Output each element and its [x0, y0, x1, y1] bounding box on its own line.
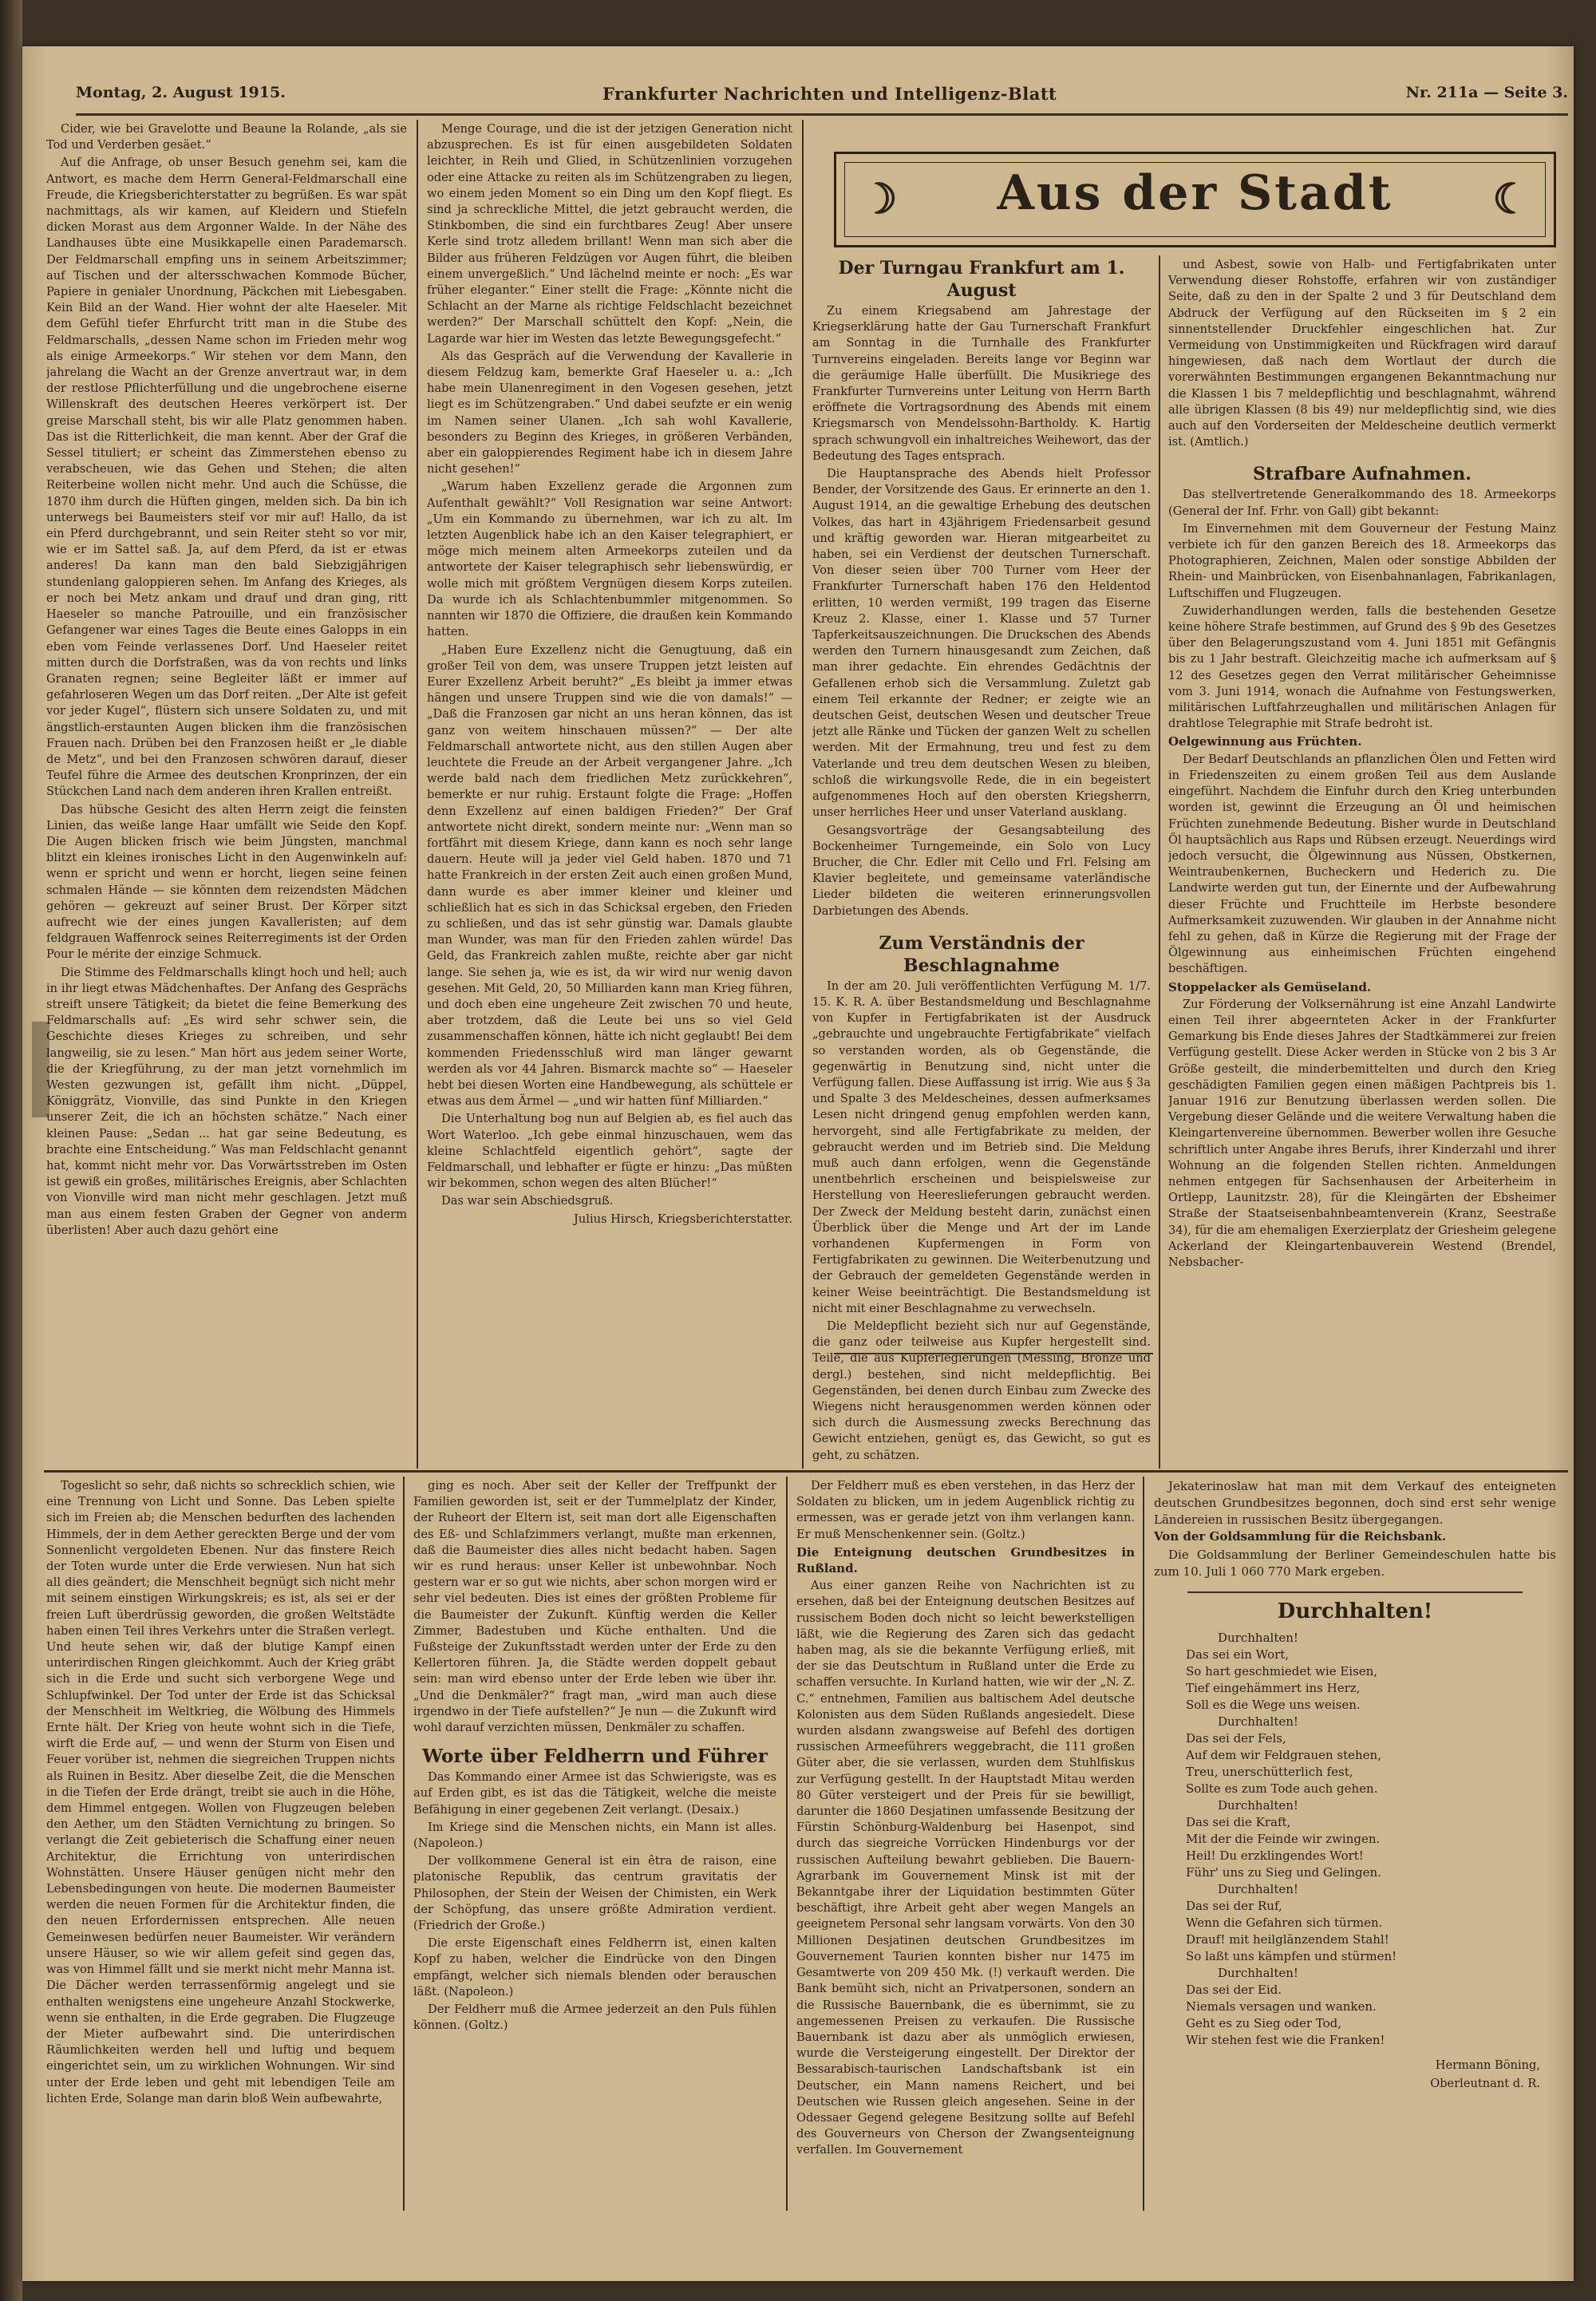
article-enteignung [796, 1478, 1135, 2208]
poem-line: So hart geschmiedet wie Eisen, [1186, 1664, 1378, 1678]
banner-ornament-right-icon: ☾ [1492, 175, 1530, 223]
poem-stanza [1154, 1965, 1556, 2049]
headline-turngau: Der Turngau Frankfurt am 1. August [838, 258, 1125, 301]
masthead [76, 84, 1568, 116]
masthead-date: Montag, 2. August 1915. [76, 84, 286, 101]
banner-title: Aus der Stadt [997, 165, 1393, 221]
poem-line: Das sei der Eid. [1186, 1983, 1282, 1997]
masthead-rule [76, 113, 1568, 116]
poem-line: Das sei ein Wort, [1186, 1647, 1290, 1662]
paragraph: Die Hauptansprache des Abends hielt Professor Bender, der Vorsitzende des Gaus. Er erinnerte an den 1. August 1914, an die gewaltige Erhebung des deutschen Volkes, das hart in 43jährigem Friedensarbeit gesund und kräftig geworden war. Hieran mitgearbeitet zu haben, sei ein Verdienst der deutschen Turnerschaft. Von dieser seien über 700 Turner vom Heer der Frankfurter Turnerschaft haben 176 den Heldentod erlitten, 10 werden vermißt, 199 tragen das Eiserne Kreuz 2. Klasse, einer 1. Klasse und 57 Turner Tapferkeitsauszeichnungen. Die Druckschen des Abends werden den Turnern hinausgesandt zum Zeichen, daß man ihrer gedachte. Ein ehrendes Gedächtnis der Gefallenen erhob sich die Versammlung. Zuletzt gab einem Teil erkannte der Redner; er zeigte wie an deutschen Geist, deutschen Wesen und deutscher Treue jetzt alle Ränke und Tücken der ganzen Welt zu schellen werden. Mit der Ermahnung, treu und fest zu dem Vaterlande und treu dem deutschen Wesen zu bleiben, schloß die wirkungsvolle Rede, die in ein begeistert aufgenommenes Hoch auf den obersten Kriegsherrn, unser herrliches Heer und unser Vaterland ausklang. [812, 467, 1151, 820]
article-signature: Julius Hirsch, Kriegsberichterstatter. [574, 1212, 792, 1226]
paragraph: „Haben Eure Exzellenz nicht die Genugtuung, daß ein großer Teil von dem, was unsere Truppen jetzt leisten auf Eurer Exzellenz Arbeit beruht?“ „Es bleibt ja immer etwas hängen und unsere Truppen sind wie die von damals!“ — „Daß die Franzosen gar nicht an uns heran können, das ist ganz von weitem hinschauen müssen?“ — Der alte Feldmarschall antwortete nicht, aus den stillen Augen aber leuchtete die Freude an der Arbeit vergangener Jahre. „Ich werde bald nach dem friedlichen Metz zurückkehren“, bemerkte er nur ruhig. Erstaunt folgte die Frage: „Hoffen denn Exzellenz auf einen baldigen Frieden?“ Der Graf antwortete nicht direkt, sondern meinte nur: „Wenn man so fortfährt mit diesem Kriege, dann kann es noch sehr lange dauern. Heute will ja jeder viel Geld haben. 1870 und 71 hatte Frankreich in der ersten Zeit auch einen großen Mund, dann wurde es aber immer kleiner und kleiner und schließlich hat es sich in das Schicksal ergeben, den Frieden zu schließen, und das ist sehr günstig war. Damals glaubte man Wunder, was man für den Frieden zahlen würde! Das Geld, das Frankreich zahlen mußte, reichte aber gar nicht lange. Sie sehen ja, wie es ist, da wir wird nur wenig davon gesehen. Mit Geld, 20, 50 Milliarden kann man Krieg führen, und doch eben eine ungeheure Zeit zwischen 70 und heute, aber trotzdem, daß die Leute bei uns so viel Geld zusammenschaffen können, hätte ich nicht geglaubt! Bei dem kommenden Friedensschluß wird man länger gewarnt werden als vor 44 Jahren. Bismarck machte so“ — Haeseler hebt bei diesen Worten eine Handbewegung, als schüttele er etwas aus dem Ärmel — „und wir hatten fünf Milliarden.“ [427, 642, 792, 1109]
paragraph: Die Stimme des Feldmarschalls klingt hoch und hell; auch in ihr liegt etwas Mädchenhaftes. Der Anfang des Gesprächs streift unsere Tätigkeit; da bietet die feine Bemerkung des Feldmarschalls auf: „Es wird sehr schwer sein, die Geschichte dieses Krieges zu schreiben, und sehr langweilig, sie zu lesen.“ Man hört aus jedem seiner Worte, die der Kriegführung, zu der man jetzt vornehmlich im Westen gezwungen ist, gefällt ihm nicht. „Düppel, Königgrätz, Vionville, das sind Punkte in den Kriegen unserer Zeit, die ich an höchsten schätze.“ Nach einer kleinen Pause: „Sedan ... hat gar seine Bedeutung, es brachte eine Entscheidung.“ Was man Feldschlacht genannt hat, kommt nicht mehr vor. Das Vorwärtsstreben im Osten ist gewiß ein großes, militärisches Ereignis, aber Schlachten von Vionville wird man nicht mehr geschlagen. Jetzt muß man aus einem festen Graben der Gegner von anderm überlisten! Aber auch dazu gehört eine [46, 965, 407, 1237]
column-divider [417, 120, 418, 1469]
paragraph: Die Unterhaltung bog nun auf Belgien ab, es fiel auch das Wort Waterloo. „Ich gebe einmal hinzuschauen, wem das kleine Schlachtfeld eigentlich gehört“, sagte der Feldmarschall, und lebhafter er fügte er hinzu: „Das müßten wir bekommen, schon wegen des alten Blücher!“ [427, 1112, 792, 1191]
paragraph: Der vollkommene General ist ein êtra de raison, eine platonische Republik, das centrum gravitatis der Philosophen, der Stein der Weisen der Chimisten, ein Werk der Schöpfung, das unsere größte Admiration verdient. (Friedrich der Große.) [413, 1854, 776, 1933]
poem-line: Niemals versagen und wanken. [1186, 1999, 1377, 2014]
article-feldherrn [413, 1478, 776, 2208]
section-rule [44, 1470, 1568, 1473]
paragraph: Auf die Anfrage, ob unser Besuch genehm sei, kam die Antwort, es mache dem Herrn General-Feldmarschall eine Freude, die Kriegsberichterstatter zu begrüßen. Es war spät nachmittags, als wir kamen, auf Kleidern und Stiefeln dicken Morast aus dem Argonner Walde. In der Nähe des Landhauses übte eine Musikkapelle einen Parademarsch. Der Feldmarschall empfing uns in seinem Arbeitszimmer; auf Tischen und der altersschwachen Kommode Bücher, Papiere in genialer Unordnung, Päckchen mit Liebesgaben. Kein Bild an der Wand. Hier wohnt der alte Haeseler. Mit dem Gefühl tiefer Ehrfurcht tritt man in die Stube des Feldmarschalls, „dessen Name schon im Frieden mehr wog als einige Armeekorps.“ Wir stehen vor dem Mann, den jahrelang die Wacht an der Grenze anvertraut war, in dem der restlose Pflichterfüllung und die ungebrochene eiserne Willenskraft des deutschen Heeres verkörpert ist. Der greise Marschall steht, bis wir alle Platz genommen haben. Das ist die Ritterlichkeit, die man kennt. Aber der Graf die Sessel tituliert; er scheint das Zimmerstehen ebenso zu verabscheuen, wie das Gehen und Stehen; die alten Reiterbeine wollen nicht mehr. Und auch die Schüsse, die 1870 ihm durch die Hüften gingen, melden sich. Da bin ich unterwegs bei Baumeisters steif vor mir auf! Hallo, da ist ein Pferd durchgebrannt, und sein Reiter steht so vor mir, wie er im Sattel saß. Ja, auf dem Pferd, da ist er etwas anderes! Da kann man den bald Siebzigjährigen stundenlang galoppieren sehen. Im Anfang des Krieges, als er noch bei Metz ankam und drauf und dran ging, ritt Haeseler so manche Patrouille, und ein französischer Gefangener war eines Tages die Beute eines Galopps in ein eben vom Feinde verlassenes Dorf. Und Haeseler reitet mitten durch die Dorfstraßen, was da von rechts und links Granaten regnen; seine Begleiter läßt er immer auf gefahrloseren Wegen um das Dorf reiten. „Der Alte ist gefeit vor jeder Kugel“, flüstern sich unsere Soldaten zu, und mit ängstlich-erstaunten Augen blicken ihm die französischen Frauen nach. Drüben bei den Franzosen heißt er „le diable de Metz“, und bei den Franzosen schwören darauf, dieser Teufel führe die Armee des deutschen Kronprinzen, der ein Stückchen Land nach dem anderen ihren Krallen entreißt. [46, 156, 407, 799]
masthead-paper-name: Frankfurter Nachrichten und Intelligenz-Blatt [602, 84, 1057, 104]
poem-line: Sollte es zum Tode auch gehen. [1186, 1781, 1378, 1796]
poem-stanza [1154, 1797, 1556, 1881]
column-divider [802, 120, 804, 1469]
poem-author-rank: Oberleutnant d. R. [1430, 2077, 1540, 2090]
paragraph: Togeslicht so sehr, daß nichts so schrecklich schien, wie eine Trennung von Licht und Sonne. Das Leben spielte sich im Freien ab; die Menschen bedurften des lachenden Himmels, der in dem Aether gereckten Berge und der vom Sonnenlicht vergoldeten Ebenen. Nur das finstere Reich der Toten wurde unter die Erde verwiesen. Nun hat sich all dies geändert; die Menschheit begnügt sich nicht mehr mit seinem einstigen Wirkungskreis; es ist, als sei er der freien Luft überdrüssig geworden, die großen Weltstädte haben einen Teil ihres Verkehrs unter die Straßen verlegt. Und heute sehen wir, daß der blutige Kampf einen unterirdischen Ringen gleichkommt. Auch der Krieg gräbt sich in die Erde und sucht sich verborgene Wege und Schlupfwinkel. Der Tod unter der Erde ist das Schicksal der Menschheit im Weltkrieg, die Wölbung des Himmels Ernte hält. Der Krieg von heute wohnt sich in die Tiefe, wirft die Erde auf, — und wenn der Sturm von Eisen und Feuer vorüber ist, nehmen die siegreichen Truppen nichts als Ruinen in Besitz. Aber dieselbe Zeit, die die Menschen in die Tiefen der Erde drängt, treibt sie auch in die Höhe, dem Himmel entgegen. Wollen von Flugzeugen beleben den Aether, um den Städten Vernichtung zu bringen. So verlangt die Zeit gebieterisch die Schaffung einer neuen Architektur, die Errichtung von unterirdischen Wohnstätten. Unsere Häuser genügen nicht mehr den Lebensbedingungen von heute. Die modernen Baumeister werden die neuen Formen für die Architektur finden, die den neuen Erfordernissen entsprechen. Alle neuen Gemeinwesen bedürfen neuer Baumeister. Wir verändern unsere Häuser, so wie wir allem gefeit sind gegen das, was von Himmel fällt und sie merkt nicht mehr Manna ist. Die Dächer werden terrassenförmig angelegt und sie enthalten wenigstens eine ungeheure Anzahl Stockwerke, wenn sie enthalten, in die Erde gegraben. Die Flugzeuge der Mieter aufbewahrt sind. Die unterirdischen Räumlichkeiten werden hell und luftig und bequem eingerichtet sein, um zu wirklichen Wohnungen. Wir sind unter der Erde leben und geht mit lebendigen Teile am lichten Erde, Solange man darin bloß Wein aufbewahrte, [46, 1479, 395, 2105]
poem-line: Durchhalten! [1218, 1966, 1298, 1980]
subheading-goldsammlung: Von der Goldsammlung für die Reichsbank. [1154, 1529, 1447, 1544]
poem-line: Das sei der Fels, [1186, 1731, 1286, 1746]
poem-line: Das sei der Ruf, [1186, 1899, 1282, 1913]
paragraph: Das stellvertretende Generalkommando des 18. Armeekorps (General der Inf. Frhr. von Gall) gibt bekannt: [1168, 488, 1556, 518]
subheading-oelgewinnung: Oelgewinnung aus Früchten. [1168, 734, 1362, 749]
poem-line: So laßt uns kämpfen und stürmen! [1186, 1949, 1397, 1963]
poem-line: Durchhalten! [1218, 1798, 1298, 1813]
local-news-column-3 [812, 257, 1151, 1466]
poem-stanza [1154, 1714, 1556, 1797]
paragraph: Der Bedarf Deutschlands an pflanzlichen Ölen und Fetten wird in Friedenszeiten zu einem großen Teil aus dem Auslande eingeführt. Nachdem die Einfuhr durch den Krieg unterbunden worden ist, gewinnt die Erzeugung an Öl und heimischen Früchten zunehmende Bedeutung. Bisher wurde in Deutschland Öl hauptsächlich aus Raps und Rübsen erzeugt. Neuerdings wird jedoch versucht, die Ölgewinnung aus Nüssen, Obstkernen, Weintraubenkernen, Bucheckern und Hederich zu. Die Landwirte werden gut tun, der Einernte und der Aufbewahrung dieser Früchte und Fruchtteile im Herbste besondere Aufmerksamkeit zuzuwenden. Wir glauben in der Annahme nicht fehl zu gehen, daß in Kürze die Regierung mit der Frage der Ölgewinnung aus einheimischen Früchten eingehend beschäftigen. [1168, 752, 1556, 976]
poem-line: Wir stehen fest wie die Franken! [1186, 2033, 1385, 2047]
poem-line: Durchhalten! [1218, 1882, 1298, 1896]
paragraph: Im Kriege sind die Menschen nichts, ein Mann ist alles. (Napoleon.) [413, 1820, 776, 1851]
poem-line: Wenn die Gefahren sich türmen. [1186, 1916, 1383, 1930]
paragraph: Das war sein Abschiedsgruß. [441, 1194, 614, 1208]
poem-line: Geht es zu Sieg oder Tod, [1186, 2016, 1341, 2030]
paragraph: und Asbest, sowie von Halb- und Fertigfabrikaten unter Verwendung dieser Rohstoffe, erfahren wir von zuständiger Seite, daß zu den in der Spalte 2 und 3 für Deutschland dem Abdruck der Verfügung auf den Rückseiten im § 2 ein sinnentstellender Druckfehler eingeschlichen hat. Zur Vermeidung von Unstimmigkeiten und Rückfragen wird darauf hingewiesen, daß nach dem Wortlaut der durch die vorerwähnten Bestimmungen ergangenen Bekanntmachung nur die Klassen 1 bis 7 meldepflichtig und beschlagnahmt, während alle übrigen Klassen (8 bis 49) nur meldepflichtig sind, wie dies auch auf den Vorderseiten der Meldescheine deutlich vermerkt ist. (Amtlich.) [1168, 258, 1556, 449]
section-banner [834, 152, 1556, 247]
paragraph: Das Kommando einer Armee ist das Schwierigste, was es auf Erden gibt, es ist das die Tätigkeit, welche die meiste Befähigung in einer gegebenen Zeit verlangt. (Desaix.) [413, 1770, 776, 1817]
paragraph [812, 1465, 1151, 1466]
paragraph: Gesangsvorträge der Gesangsabteilung des Bockenheimer Turngemeinde, ein Solo von Lucy Brucher, die Chr. Edler mit Cello und Frl. Felsing am Klavier begleitete, und gemeinsame vaterländische Lieder bildeten die weiteren erinnerungsvollen Darbietungen des Abends. [812, 823, 1151, 918]
poem-stanza [1154, 1630, 1556, 1714]
paragraph: Menge Courage, und die ist der jetzigen Generation nicht abzusprechen. Es ist für einen ausgebildeten Soldaten leichter, in Reih und Glied, in Schützenlinien vorzugehen oder eine Attacke zu reiten als im Schützengraben zu liegen, wo einem jeden Moment so ein Ding um den Kopf fliegt. Es sind ja schreckliche Mittel, die jetzt gebraucht werden, die Stinkbomben, die sind ein furchtbares Zeug! Aber unsere Kerle sind trotz alledem brillant! Wenn man sich aber die Bilder aus früheren Feldzügen vor Augen führt, die bleiben einem unvergeßlich.“ Und lächelnd meinte er noch: „Es war früher eleganter.“ Einer stellt die Frage: „Könnte nicht die Schlacht an der Marne als richtige Feldschlacht bezeichnet werden?“ Der Marschall schüttelt den Kopf: „Nein, die Lagarde war hier im Westen das letzte Bewegungsgefecht.“ [427, 122, 792, 346]
paragraph: Aus einer ganzen Reihe von Nachrichten ist zu ersehen, daß bei der Enteignung deutschen Besitzes auf russischem Boden doch nicht so leicht bewerkstelligen läßt, wie die Regierung des Zaren sich das gedacht haben mag, als sie die bekannte Verfügung erließ, mit der sie das Deutschtum in Rußland unter die Erde zu schaffen versuchte. In Kurland hatten, wie wir der „N. Z. C.“ entnehmen, Familien aus baltischem Adel deutsche Kolonisten aus dem Süden Rußlands angesiedelt. Diese wurden alsdann zwangsweise auf Befehl des dortigen russischen Armeeführers weggebracht, die 111 großen Güter aber, die sie verlassen, wurden dem Stuhlfiskus zur Verfügung gestellt. In der Hauptstadt Mitau werden 80 Güter versteigert und der Preis für sie bewilligt, darunter die 1860 Desjatinen umfassende Besitzung der Fürstin Schönburg-Waldenburg bei Hasenpot, sind durch das siegreiche Vorrücken Hindenburgs vor der russischen Aufteilung bewahrt geblieben. Die Bauern-Agrarbank im Gouvernement Minsk ist mit der Bekanntgabe ihrer der Liquidation bestimmten Güter beschäftigt, ihre Arbeit geht aber wegen Mangels an geeignetem Personal sehr langsam vorwärts. Von den 30 Millionen Desjatinen deutschen Grundbesitzes im Gouvernement Taurien konnten bisher nur 1475 im Gesamtwerte von 209 450 Mk. (!) verkauft werden. Die Bank bemüht sich, nicht an Privatpersonen, sondern an die Russische Bauernbank, die es übernimmt, sie zu angemessenen Preisen zu verkaufen. Die Russische Bauernbank ist dazu aber als unmöglich erwiesen, wurde die Versteigerung eingestellt. Der Direktor der Bessarabisch-taurischen Landschaftsbank ist ein Deutscher, ein Mann namens Reichert, und bei Deutschen wie Russen gleich angesehen. Seine in der Odessaer Gegend gelegene Besitzung sollte auf Befehl des Gouverneurs von Cherson der Zwangsenteignung verfallen. Im Gouvernement [796, 1579, 1135, 2157]
paragraph: ging es noch. Aber seit der Keller der Treffpunkt der Familien geworden ist, seit er der Tummelplatz der Kinder, der Ruheort der Eltern ist, seit man dort alle Eigenschaften des Eß- und Schlafzimmers verlangt, mußte man erkennen, daß die Baumeister dies alles nicht bedacht haben. Sagen wir es rund heraus: unser Keller ist unbewohnbar. Noch gestern war er so gut wie nichts, aber schon morgen wird er sehr viel bedeuten. Dies ist eines der größten Probleme für die Baumeister der Zukunft. Künftig werden die Keller Zimmer, Badestuben und Küche enthalten. Und die Fußsteige der Zukunftsstadt werden unter der Erde zu den Kellertoren führen. Ja, die Städte werden doppelt gebaut sein: man wird ebenso unter der Erde leben wie über ihr. „Und die Denkmäler?“ fragt man, „wird man auch diese irgendwo in der Tiefe aufstellen?“ Je nun — die Zukunft wird wohl darauf verzichten müssen, Denkmäler zu schaffen. [413, 1479, 776, 1735]
book-spine [0, 0, 22, 2301]
article-haeseler-part2 [427, 121, 792, 1466]
paragraph: Cider, wie bei Gravelotte und Beaune la Rolande, „als sie Tod und Verderben gesäet.“ [46, 122, 407, 152]
paragraph: Das hübsche Gesicht des alten Herrn zeigt die feinsten Linien, das weiße lange Haar umfällt wie Seide den Kopf. Die Augen blicken frisch wie beim Jüngsten, manchmal blitzt ein kleines ironisches Licht in den Augenwinkeln auf: wenn er spricht und wenn er horcht, liegen seine feinen schmalen Hände — sie könnten dem reizendsten Mädchen gehören — gekreuzt auf seiner Brust. Der Körper sitzt aufrecht wie der eines jungen Kavalleristen; auf dem feldgrauen Waffenrock seines Reiterregiments ist der Orden Pour le mérite der einzige Schmuck. [46, 802, 407, 962]
poem-line: Tief eingehämmert ins Herz, [1186, 1681, 1361, 1695]
paragraph: Zu einem Kriegsabend am Jahrestage der Kriegserklärung hatte der Gau Turnerschaft Frankfurt am Sonntag in die Turnhalle des Frankfurter Turnvereins eingeladen. Bereits lange vor Beginn war die geräumige Halle überfüllt. Die Musikriege des Frankfurter Turnvereins unter Leitung von Herrn Barth eröffnete die Vortragsordnung des Abends mit einem Kriegsmarsch von Mendelssohn-Bartholdy. K. Hartig sprach schwungvoll ein inhaltreiches Weihewort, das der Bedeutung des Tages entsprach. [812, 304, 1151, 463]
column-divider [403, 1477, 405, 2211]
poem-line: Treu, unerschütterlich fest, [1186, 1765, 1353, 1779]
poem-line: Heil! Du erzklingendes Wort! [1186, 1848, 1364, 1863]
column-durchhalten [1154, 1478, 1556, 2208]
paragraph: Der Feldherr muß die Armee jederzeit an den Puls fühlen können. (Goltz.) [413, 2003, 776, 2033]
subheading-enteignung: Die Enteignung deutschen Grundbesitzes in Rußland. [796, 1544, 1135, 1576]
paragraph: „Warum haben Exzellenz gerade die Argonnen zum Aufenthalt gewählt?“ Voll Resignation war seine Antwort: „Um ein Kommando zu übernehmen, war ich zu alt. Im letzten Augenblick habe ich an den Kaiser telegraphiert, er möge mich meinem alten Armeekorps zuteilen und da antwortete der Kaiser telegraphisch sehr liebenswürdig, er wolle mich mit größtem Vergnügen diesem Korps zuteilen. Da wurde ich als Schlachtenbummler mitgenommen. So nannten wir 1870 die Offiziere, die draußen kein Kommando hatten. [427, 480, 792, 639]
article-haeseler-part1 [46, 121, 407, 1466]
paragraph: Die Meldepflicht bezieht sich nur auf Gegenstände, die ganz oder teilweise aus Kupfer hergestellt sind. Teile, die aus Kupferlegierungen (Messing, Bronze und dergl.) bestehen, sind nicht meldepflichtig. Bei Gegenständen, bei denen durch Einbau zum Zwecke des Wiegens nicht herausgenommen werden können oder sich durch die Ausmessung zwecks Berechnung das Gewicht entziehen, genügt es, das Gewicht, so gut es geht, zu schätzen. [812, 1319, 1151, 1462]
headline-beschlagnahme: Zum Verständnis der Beschlagnahme [879, 932, 1084, 976]
paragraph: Im Einvernehmen mit dem Gouverneur der Festung Mainz verbiete ich für den ganzen Bereich des 18. Armeekorps das Photographieren, Zeichnen, Malen oder sonstige Abbilden der Rhein- und Mainbrücken, von Eisenbahnanlagen, Fabrikanlagen, Luftschiffen und Flugzeugen. [1168, 521, 1556, 600]
paragraph: Zuwiderhandlungen werden, falls die bestehenden Gesetze keine höhere Strafe bestimmen, auf Grund des § 9b des Gesetzes über den Belagerungszustand vom 4. Juni 1851 mit Gefängnis bis zu 1 Jahr bestraft. Gleichzeitig mache ich aufmerksam auf § 12 des Gesetzes gegen den Verrat militärischer Geheimnisse vom 3. Juni 1914, wonach die Aufnahme von Festungswerken, militärischen Luftfahrzeughallen und militärischen Anlagen für drahtlose Telegraphie mit Strafe bedroht ist. [1168, 603, 1556, 731]
poem-line: Durchhalten! [1218, 1714, 1298, 1729]
poem-line: Führ' uns zu Sieg und Gelingen. [1186, 1865, 1381, 1880]
poem-author: Hermann Böning, [1435, 2058, 1540, 2072]
poem-line: Durchhalten! [1218, 1631, 1298, 1645]
poem-stanza [1154, 1881, 1556, 1965]
article-underground-city [46, 1478, 395, 2208]
poem-line: Das sei die Kraft, [1186, 1815, 1291, 1829]
banner-ornament-left-icon: ☽ [860, 175, 898, 223]
subheading-stoppelacker: Stoppelacker als Gemüseland. [1168, 979, 1372, 994]
column-divider [1143, 1477, 1144, 2211]
headline-strafbare-aufnahmen: Strafbare Aufnahmen. [1253, 464, 1472, 485]
paragraph: Der Feldherr muß es eben verstehen, in das Herz der Soldaten zu blicken, um in jedem Augenblick richtig zu ermessen, was er gerade jetzt von ihm verlangen kann. Er muß Menschenkenner sein. (Goltz.) [796, 1479, 1135, 1541]
paragraph: Zur Förderung der Volksernährung ist eine Anzahl Landwirte einen Teil ihrer abgeernteten Acker in der Frankfurter Gemarkung bis Ende dieses Jahres der Stadtkämmerei zur freien Verfügung gestellt. Diese Acker werden in Stücke von 2 bis 3 Ar Größe gesteilt, die minderbemittelten und durch den Krieg geschädigten Familien gegen einen mäßigen Pachtpreis bis 1. Januar 1916 zur Benutzung überlassen werden sollen. Die Vergebung dieser Gelände und die weitere Verwaltung haben die Kleingartenvereine übernommen. Bewerber wollen ihre Gesuche schriftlich unter Angabe ihres Berufs, ihrer Kinderzahl und ihrer Wohnung an die folgenden Stellen richten. Anmeldungen nehmen entgegen für Sachsenhausen der Arbeiterheim in Ortlepp, Launitzstr. 28), für die Kleingärten der Ebsheimer Straße der Staatseisenbahnbeamtenverein (Kranz, Seestraße 34), für die am ehemaligen Exerzierplatz der Griesheim gelegene Ackerland der Kleingartenbauverein Westend (Brendel, Nebsbacher- [1168, 997, 1556, 1269]
poem-line: Soll es die Wege uns weisen. [1186, 1698, 1361, 1712]
headline-feldherrn: Worte über Feldherrn und Führer [422, 1746, 768, 1768]
poem-line: Auf dem wir Feldgrauen stehen, [1186, 1748, 1381, 1762]
paragraph: Die Goldsammlung der Berliner Gemeindeschulen hatte bis zum 10. Juli 1 060 770 Mark ergeben. [1154, 1548, 1556, 1579]
paragraph: In der am 20. Juli veröffentlichten Verfügung M. 1/7. 15. K. R. A. über Bestandsmeldung und Beschlagnahme von Kupfer in Fertigfabrikaten ist der Ausdruck „gebrauchte und ungebrauchte Fertigfabrikate“ vielfach so verstanden worden, als ob Gegenstände, die gegenwärtig in Benutzung sind, nicht unter die Verfügung fallen. Diese Auffassung ist irrig. Wie aus § 3a und Spalte 3 des Meldescheines, dessen aufmerksames Lesen nicht dringend genug empfohlen werden kann, hervorgeht, sind alle Fertigfabrikate zu melden, der gebraucht werden und im Betrieb sind. Die Meldung muß auch dann erfolgen, wenn die Gegenstände unentbehrlich erscheinen und beispielsweise zur Herstellung von Heereslieferungen gebraucht werden. Der Zweck der Meldung besteht darin, zunächst einen Überblick über die Menge und Art der im Lande vorhandenen Kupfermengen in Form von Fertigfabrikaten zu gewinnen. Die Weiterbenutzung und der Gebrauch der gemeldeten Gegenstände werden in keiner Weise beeinträchtigt. Die Bestandsmeldung ist nicht mit einer Beschlagnahme zu verwechseln. [812, 979, 1151, 1315]
paragraph: Als das Gespräch auf die Verwendung der Kavallerie in diesem Feldzug kam, bemerkte Graf Haeseler u. a.: „Ich habe mein Ulanenregiment in den Vogesen gesehen, jetzt liegt es im Schützengraben.“ Und dabei seufzte er ein wenig im Namen seiner Ulanen. „Ich sah wohl Kavallerie, besonders zu Beginn des Krieges, in größeren Verbänden, aber ein galoppierendes Regiment habe ich in diesem Jahre nicht gesehen!“ [427, 349, 792, 476]
column-divider [786, 1477, 788, 2211]
paragraph: Die erste Eigenschaft eines Feldherrn ist, einen kalten Kopf zu haben, welcher die Eindrücke von den Dingen empfängt, welcher sich niemals blenden oder berauschen läßt. (Napoleon.) [413, 1936, 776, 1999]
local-news-column-4 [1168, 257, 1556, 1466]
masthead-issue: Nr. 211a — Seite 3. [1405, 84, 1568, 101]
poem-line: Mit der die Feinde wir zwingen. [1186, 1832, 1381, 1846]
poem-title: Durchhalten! [1277, 1599, 1433, 1623]
poem-line: Drauf! mit heilglänzendem Stahl! [1186, 1932, 1389, 1947]
paragraph: Jekaterinoslaw hat man mit dem Verkauf des enteigneten deutschen Grundbesitzes begonnen, doch sind erst sehr wenige Ländereien in russischen Besitz übergegangen. [1154, 1479, 1556, 1527]
column-divider [1159, 255, 1160, 1469]
separator-rule [1187, 1591, 1523, 1593]
